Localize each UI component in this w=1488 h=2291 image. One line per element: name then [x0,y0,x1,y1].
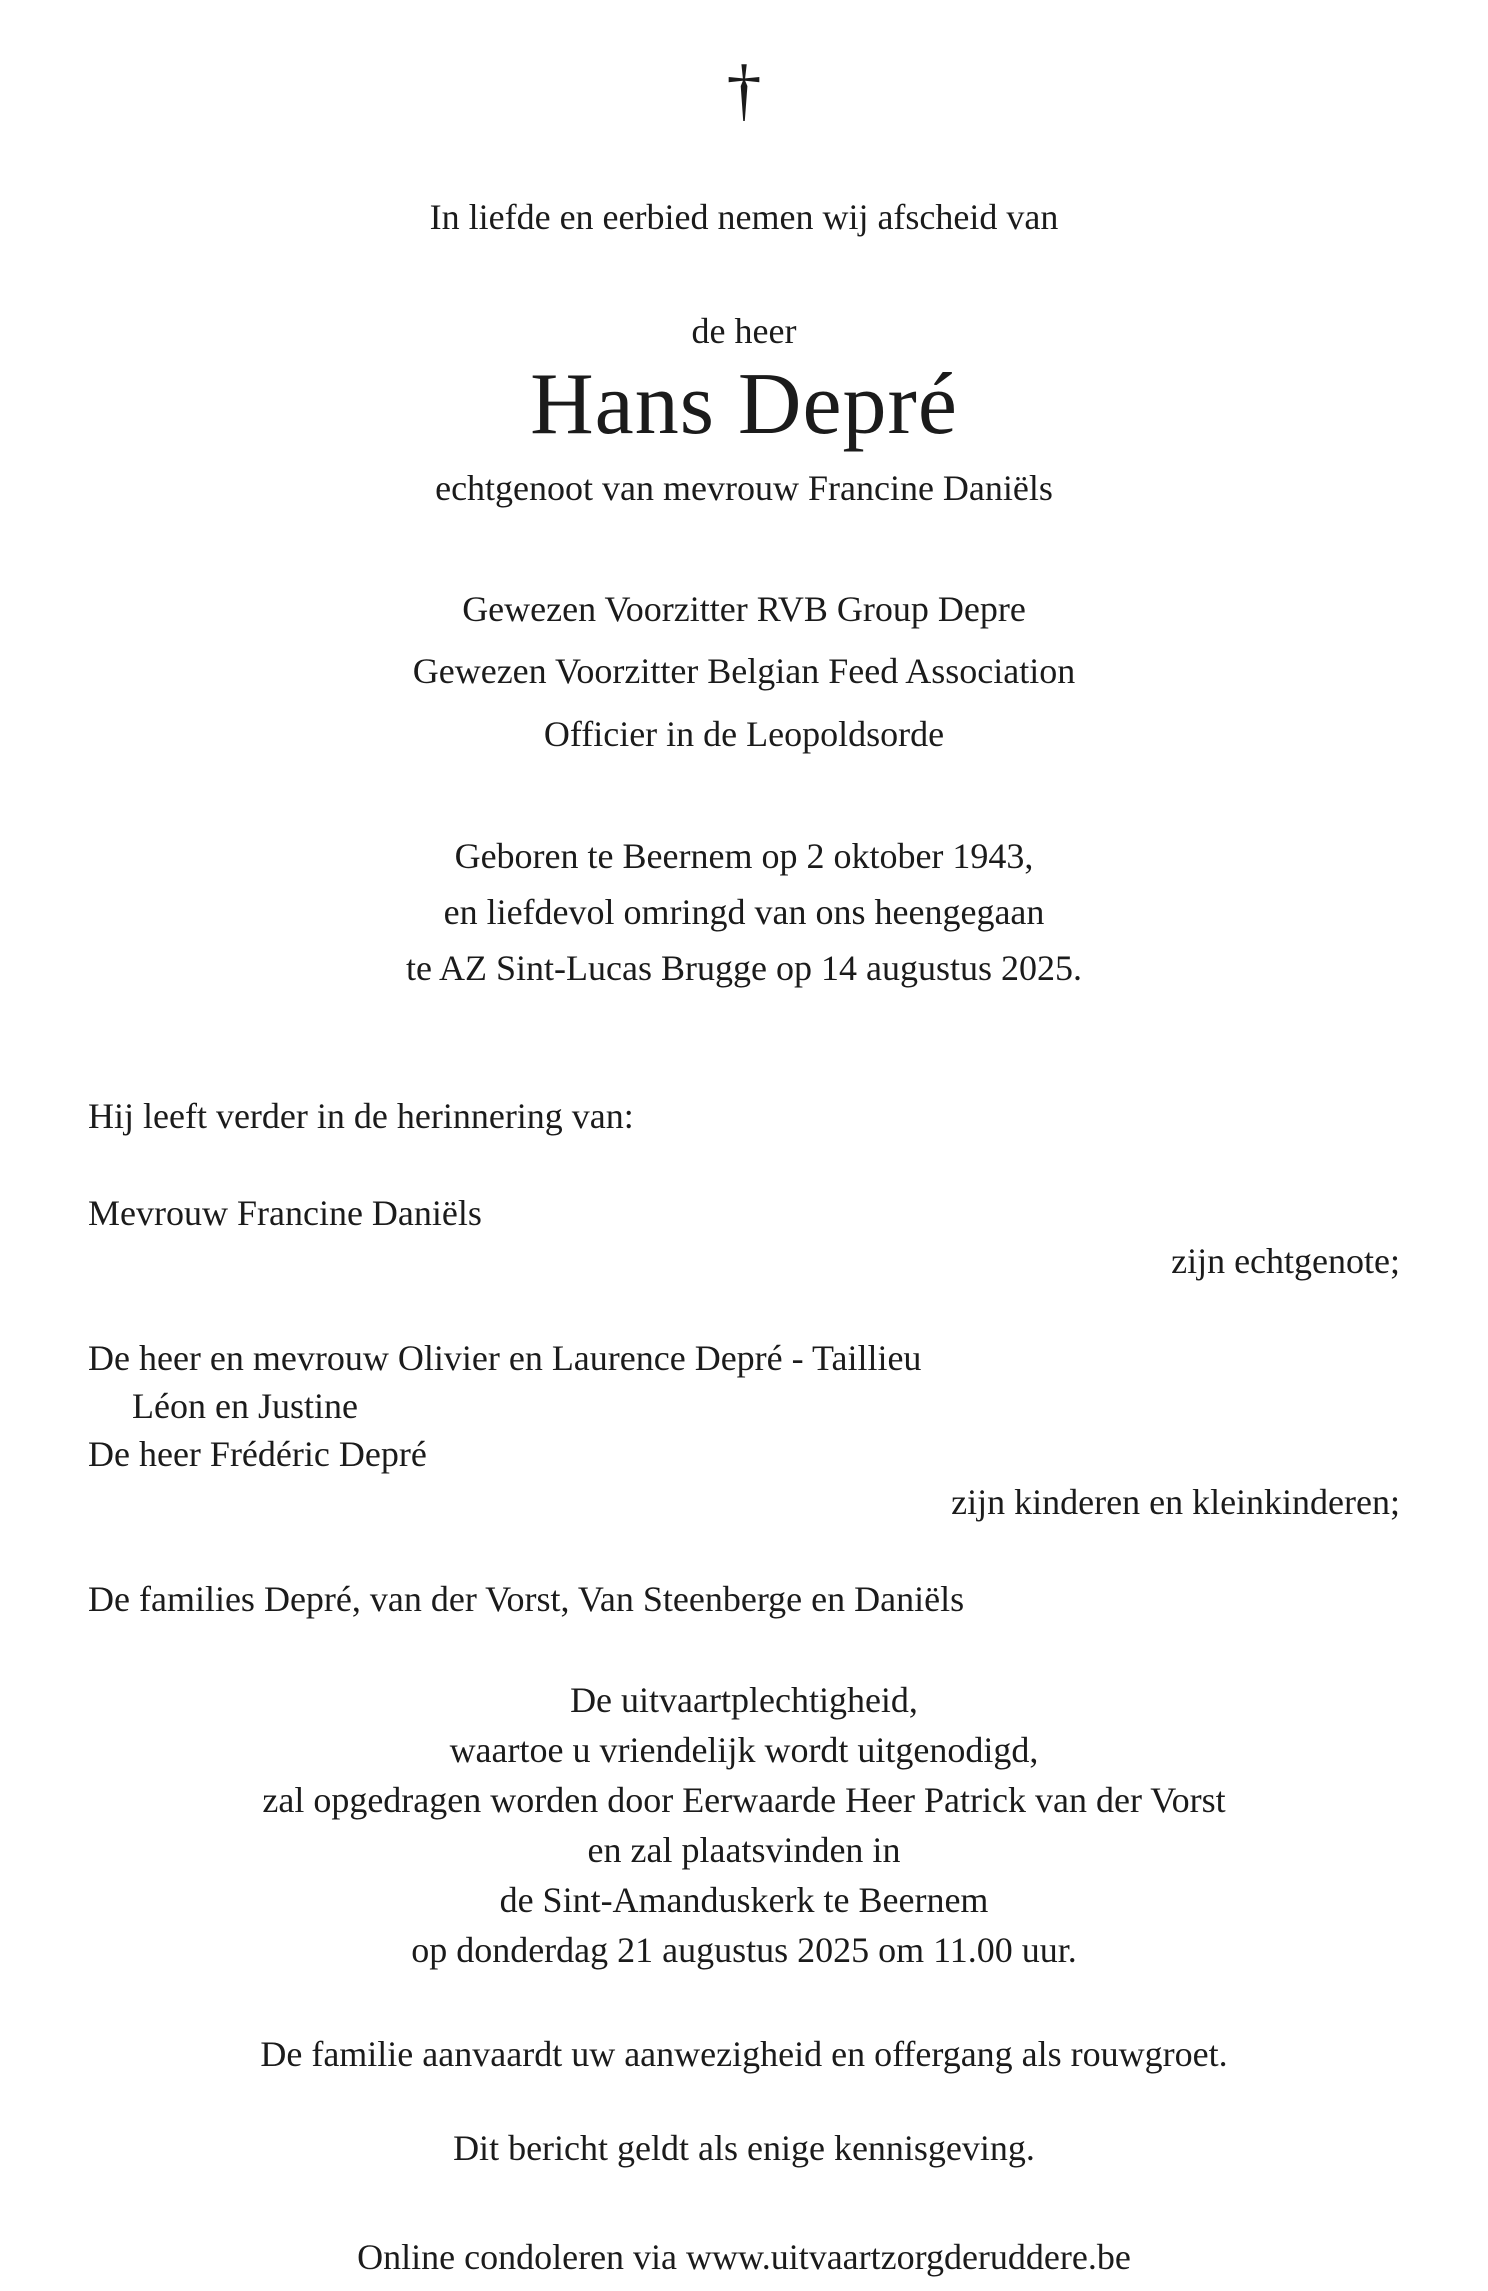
farewell-intro: In liefde en eerbied nemen wij afscheid van [429,197,1059,237]
deceased-name: Hans Depré [530,355,958,453]
family-group-extended [88,1575,1400,1623]
title-line-2: Gewezen Voorzitter Belgian Feed Association [412,651,1076,692]
family-names [88,1189,1400,1237]
ceremony-details [88,1675,1400,1975]
relation-label: zijn kinderen en kleinkinderen; [951,1482,1400,1523]
notice-only-line: Dit bericht geldt als enige kennisgeving. [453,2128,1035,2169]
title-line-3: Officier in de Leopoldsorde [543,713,945,754]
ceremony-line-2: waartoe u vriendelijk wordt uitgenodigd, [449,1729,1039,1770]
ceremony-line-1: De uitvaartplechtigheid, [570,1679,918,1720]
family-name-line: De heer Frédéric Depré [88,1434,427,1475]
ceremony-line-5: de Sint-Amanduskerk te Beernem [499,1879,989,1920]
family-name-line: Mevrouw Francine Daniëls [88,1193,482,1234]
remembrance-intro: Hij leeft verder in de herinnering van: [88,1095,634,1136]
honorary-titles [88,578,1400,766]
title-line-1: Gewezen Voorzitter RVB Group Depre [462,588,1026,629]
salutation: de heer [691,311,797,352]
birth-line: Geboren te Beernem op 2 oktober 1943, [454,836,1034,877]
passing-line-2: te AZ Sint-Lucas Brugge op 14 augustus 2025. [406,948,1082,989]
spouse-line: echtgenoot van mevrouw Francine Daniëls [435,468,1053,509]
family-name-line: De heer en mevrouw Olivier en Laurence Depré - Taillieu [88,1337,922,1378]
ceremony-line-3: zal opgedragen worden door Eerwaarde Heer Patrick van der Vorst [262,1779,1226,1820]
birth-death-dates [88,829,1400,996]
family-name-line: De families Depré, van der Vorst, Van Steenberge en Daniëls [88,1578,965,1619]
ceremony-line-4: en zal plaatsvinden in [587,1829,901,1870]
family-group-children [88,1334,1400,1527]
family-name-line: Léon en Justine [132,1385,358,1426]
relation-label: zijn echtgenote; [1171,1241,1400,1282]
offering-line: De familie aanvaardt uw aanwezigheid en offergang als rouwgroet. [260,2034,1228,2075]
cross-icon: † [726,52,762,129]
condolences-url[interactable]: www.uitvaartzorgderuddere.be [686,2236,1131,2277]
condolences-line [88,2232,1400,2282]
ceremony-line-6: op donderdag 21 augustus 2025 om 11.00 uur. [411,1930,1077,1971]
family-names [88,1334,1400,1479]
condolences-text: Online condoleren via [357,2236,678,2277]
family-names [88,1575,1400,1623]
family-group-spouse [88,1189,1400,1285]
passing-line-1: en liefdevol omringd van ons heengegaan [443,892,1045,933]
